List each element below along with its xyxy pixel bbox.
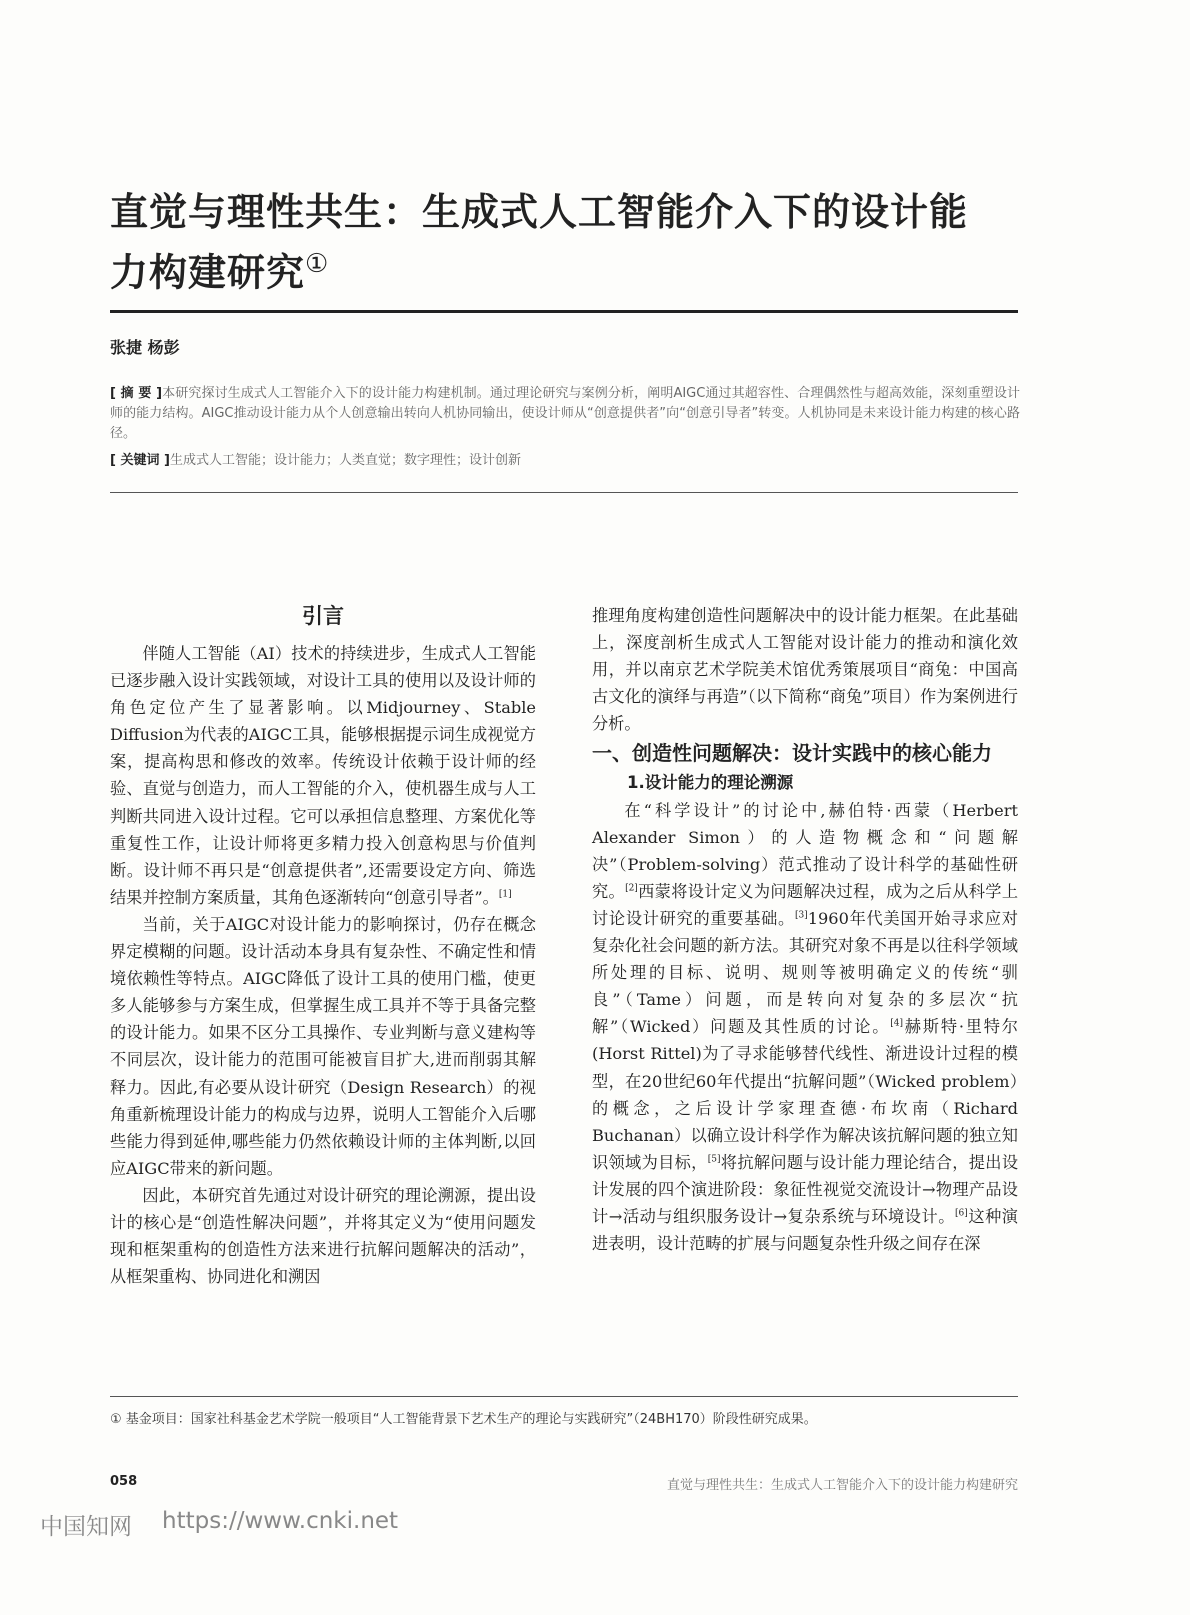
intro-paragraph-1-text: 伴随人工智能（AI）技术的持续进步，生成式人工智能已逐步融入设计实践领域，对设计工具的使用以及设计师的角色定位产生了显著影响。以Midjourney、Stable Diffusion为代表的AIGC工具，能够根据提示词生成视觉方案，提高构思和修改的效率。传统设计依赖于设计师的经验、直觉与创造力，而人工智能的介入，使机器生成与人工判断共同进入设计过程。它可以承担信息整理、方案优化等重复性工作，让设计师将更多精力投入创意构思与价值判断。设计师不再只是“创意提供者”,还需要设定方向、筛选结果并控制方案质量，其角色逐渐转向“创意引导者”。 (110, 644, 536, 907)
authors: 张捷 杨彭 (110, 338, 180, 357)
intro-paragraph-1 (110, 640, 536, 911)
intro-paragraph-2: 当前，关于AIGC对设计能力的影响探讨，仍存在概念界定模糊的问题。设计活动本身具有复杂性、不确定性和情境依赖性等特点。AIGC降低了设计工具的使用门槛，使更多人能够参与方案生成，但掌握生成工具并不等于具备完整的设计能力。如果不区分工具操作、专业判断与意义建构等不同层次，设计能力的范围可能被盲目扩大,进而削弱其解释力。因此,有必要从设计研究（Design Research）的视角重新梳理设计能力的构成与边界，说明人工智能介入后哪些能力得到延伸,哪些能力仍然依赖设计师的主体判断,以回应AIGC带来的新问题。 (110, 914, 536, 1178)
text-segment: 西蒙将设计定义为问题解决过程，成为之后从科学上讨论设计研究的重要基础。 (592, 881, 1019, 928)
page-title (110, 186, 1040, 299)
citation-4: [4] (890, 1018, 903, 1029)
left-column (110, 640, 536, 1290)
text-segment: 这种演进表明，设计范畴的扩展与问题复杂性升级之间存在深 (592, 1206, 1018, 1254)
citation-1: [1] (498, 889, 512, 900)
running-title: 直觉与理性共生：生成式人工智能介入下的设计能力构建研究 (666, 1478, 1018, 1493)
intro-paragraph-3: 因此，本研究首先通过对设计研究的理论溯源，提出设计的核心是“创造性解决问题”，并将其定义为“使用问题发现和框架重构的创造性方法来进行抗解问题解决的活动”，从框架重构、协同进化和溯因 (110, 1185, 536, 1287)
title-line-2: 力构建研究 (110, 250, 306, 295)
intro-heading: 引言 (302, 603, 344, 628)
footnote-divider (110, 1396, 1018, 1397)
title-footnote-mark: ① (305, 249, 330, 279)
intro-paragraph-3-continued: 推理角度构建创造性问题解决中的设计能力框架。在此基础上，深度剖析生成式人工智能对设计能力的推动和演化效用，并以南京艺术学院美术馆优秀策展项目“商兔：中国高古文化的演绎与再造”（以下简称“商兔”项目）作为案例进行分析。 (592, 606, 1018, 734)
section-heading: 一、创造性问题解决：设计实践中的核心能力 (592, 741, 992, 766)
keywords-text: 生成式人工智能；设计能力；人类直觉；数字理性；设计创新 (169, 453, 521, 468)
title-line-1: 直觉与理性共生：生成式人工智能介入下的设计能 (110, 190, 969, 234)
page-number: 058 (110, 1474, 138, 1489)
watermark-brand: 中国知网 (40, 1514, 132, 1540)
text-segment: 在“科学设计”的讨论中,赫伯特·西蒙（Herbert Alexander Simon）的人造物概念和“问题解决”（Problem-solving）范式推动了设计科学的基础性研究。 (592, 800, 1018, 901)
text-segment: 1960年代美国开始寻求应对复杂化社会问题的新方法。其研究对象不再是以往科学领域所处理的目标、说明、规则等被明确定义的传统“驯良”（Tame）问题，而是转向对复杂的多层次“抗解”（Wicked）问题及其性质的讨论。 (592, 908, 1018, 1037)
text-segment: 将抗解问题与设计能力理论结合，提出设计发展的四个演进阶段：象征性视觉交流设计→物理产品设计→活动与组织服务设计→复杂系统与环境设计。 (592, 1152, 1019, 1226)
footnote: ① 基金项目：国家社科基金艺术学院一般项目“人工智能背景下艺术生产的理论与实践研究”（24BH170）阶段性研究成果。 (110, 1412, 817, 1427)
keywords-tag: [ 关键词 ] (110, 453, 170, 468)
subsection-heading: 1.设计能力的理论溯源 (627, 773, 794, 793)
watermark-url[interactable]: https://www.cnki.net (162, 1508, 399, 1534)
abstract-text: 本研究探讨生成式人工智能介入下的设计能力构建机制。通过理论研究与案例分析，阐明AIGC通过其超容性、合理偶然性与超高效能，深刻重塑设计师的能力结构。AIGC推动设计能力从个人创意输出转向人机协同输出，使设计师从“创意提供者”向“创意引导者”转变。人机协同是未来设计能力构建的核心路径。 (110, 386, 1020, 441)
citation-5: [5] (707, 1154, 721, 1165)
text-segment: 赫斯特·里特尔(Horst Rittel)为了寻求能够替代线性、渐进设计过程的模型，在20世纪60年代提出“抗解问题”（Wicked problem）的概念，之后设计学家理查德·布坎南（Richard Buchanan）以确立设计科学作为解决该抗解问题的独立知识领域为目标， (592, 1017, 1018, 1172)
citation-6: [6] (955, 1208, 968, 1219)
citation-2: [2] (625, 883, 638, 894)
section-paragraph-1 (592, 797, 1018, 1258)
keywords (110, 451, 1020, 471)
right-column (592, 602, 1018, 1257)
abstract-divider (110, 492, 1018, 493)
abstract-tag: [ 摘 要 ] (110, 386, 163, 401)
abstract (110, 384, 1020, 444)
citation-3: [3] (794, 910, 808, 921)
title-divider (110, 310, 1018, 313)
